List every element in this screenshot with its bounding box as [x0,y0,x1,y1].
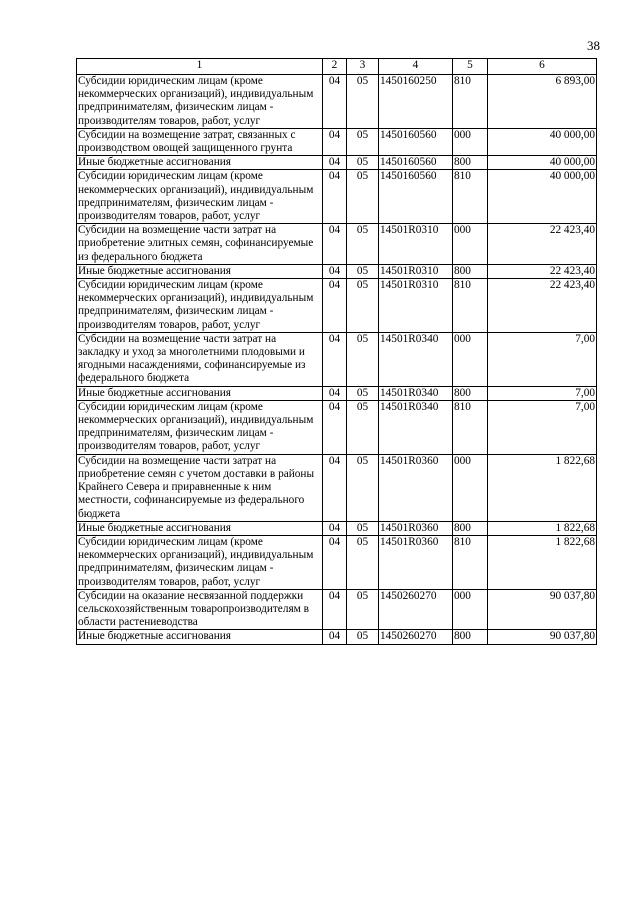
row-expense-type-cell: 810 [453,400,488,454]
table-row [77,75,597,129]
row-subsection-cell: 05 [347,630,379,644]
row-section-cell: 04 [323,75,347,129]
row-name-cell: Субсидии на возмещение затрат, связанных с производством овощей защищенного грунта [77,128,323,155]
row-expense-type-cell: 000 [453,589,488,630]
row-section-cell: 04 [323,224,347,265]
table-row [77,170,597,224]
row-name-cell: Субсидии юридическим лицам (кроме некоммерческих организаций), индивидуальным предпринимателям, физическим лицам - производителям товаров, работ, услуг [77,279,323,333]
row-amount-cell: 1 822,68 [488,521,597,535]
row-amount-cell: 22 423,40 [488,279,597,333]
row-subsection-cell: 05 [347,386,379,400]
row-section-cell: 04 [323,170,347,224]
header-col-5: 5 [453,59,488,75]
row-section-cell: 04 [323,535,347,589]
row-target-article-cell: 14501R0310 [379,279,453,333]
table-row [77,386,597,400]
row-name-cell: Субсидии юридическим лицам (кроме некоммерческих организаций), индивидуальным предпринимателям, физическим лицам - производителям товаров, работ, услуг [77,170,323,224]
row-subsection-cell: 05 [347,156,379,170]
row-target-article-cell: 14501R0340 [379,386,453,400]
header-col-2: 2 [323,59,347,75]
row-name-cell: Субсидии юридическим лицам (кроме некоммерческих организаций), индивидуальным предпринимателям, физическим лицам - производителям товаров, работ, услуг [77,75,323,129]
row-section-cell: 04 [323,156,347,170]
row-name-cell: Иные бюджетные ассигнования [77,630,323,644]
row-subsection-cell: 05 [347,279,379,333]
table-row [77,400,597,454]
row-target-article-cell: 1450160560 [379,156,453,170]
row-name-cell: Субсидии на оказание несвязанной поддержки сельскохозяйственным товаропроизводителям в области растениеводства [77,589,323,630]
row-expense-type-cell: 000 [453,224,488,265]
row-target-article-cell: 14501R0310 [379,264,453,278]
row-amount-cell: 40 000,00 [488,128,597,155]
page-number: 38 [587,38,600,53]
row-expense-type-cell: 000 [453,332,488,386]
table-row [77,128,597,155]
row-expense-type-cell: 810 [453,279,488,333]
row-name-cell: Субсидии юридическим лицам (кроме некоммерческих организаций), индивидуальным предпринимателям, физическим лицам - производителям товаров, работ, услуг [77,535,323,589]
row-amount-cell: 40 000,00 [488,156,597,170]
row-name-cell: Субсидии на возмещение части затрат на приобретение элитных семян, софинансируемые из федерального бюджета [77,224,323,265]
row-target-article-cell: 1450160560 [379,170,453,224]
row-section-cell: 04 [323,400,347,454]
row-name-cell: Иные бюджетные ассигнования [77,156,323,170]
table-row [77,454,597,521]
row-subsection-cell: 05 [347,521,379,535]
row-section-cell: 04 [323,589,347,630]
row-amount-cell: 22 423,40 [488,224,597,265]
row-name-cell: Иные бюджетные ассигнования [77,386,323,400]
row-amount-cell: 7,00 [488,386,597,400]
row-section-cell: 04 [323,521,347,535]
row-target-article-cell: 1450160250 [379,75,453,129]
row-target-article-cell: 1450160560 [379,128,453,155]
row-expense-type-cell: 000 [453,128,488,155]
row-target-article-cell: 14501R0310 [379,224,453,265]
row-section-cell: 04 [323,386,347,400]
row-target-article-cell: 14501R0360 [379,454,453,521]
row-expense-type-cell: 800 [453,156,488,170]
row-name-cell: Субсидии юридическим лицам (кроме некоммерческих организаций), индивидуальным предпринимателям, физическим лицам - производителям товаров, работ, услуг [77,400,323,454]
row-subsection-cell: 05 [347,170,379,224]
row-subsection-cell: 05 [347,264,379,278]
row-subsection-cell: 05 [347,128,379,155]
row-section-cell: 04 [323,279,347,333]
header-col-1: 1 [77,59,323,75]
row-expense-type-cell: 800 [453,521,488,535]
table-body [77,75,597,645]
table-row [77,156,597,170]
row-expense-type-cell: 810 [453,535,488,589]
row-section-cell: 04 [323,630,347,644]
row-expense-type-cell: 000 [453,454,488,521]
table-row [77,630,597,644]
row-target-article-cell: 14501R0360 [379,535,453,589]
header-col-4: 4 [379,59,453,75]
row-subsection-cell: 05 [347,535,379,589]
table-row [77,264,597,278]
row-amount-cell: 1 822,68 [488,535,597,589]
table-row [77,279,597,333]
table-row [77,535,597,589]
row-amount-cell: 40 000,00 [488,170,597,224]
row-name-cell: Иные бюджетные ассигнования [77,521,323,535]
row-subsection-cell: 05 [347,224,379,265]
row-amount-cell: 22 423,40 [488,264,597,278]
row-amount-cell: 1 822,68 [488,454,597,521]
row-name-cell: Иные бюджетные ассигнования [77,264,323,278]
row-subsection-cell: 05 [347,589,379,630]
table-row [77,332,597,386]
header-col-3: 3 [347,59,379,75]
row-target-article-cell: 14501R0360 [379,521,453,535]
row-amount-cell: 90 037,80 [488,589,597,630]
row-target-article-cell: 1450260270 [379,589,453,630]
header-row [77,59,597,75]
table-row [77,521,597,535]
table-row [77,589,597,630]
row-amount-cell: 6 893,00 [488,75,597,129]
row-expense-type-cell: 800 [453,630,488,644]
row-subsection-cell: 05 [347,454,379,521]
row-target-article-cell: 14501R0340 [379,332,453,386]
row-target-article-cell: 1450260270 [379,630,453,644]
row-subsection-cell: 05 [347,332,379,386]
header-col-6: 6 [488,59,597,75]
row-expense-type-cell: 800 [453,264,488,278]
row-expense-type-cell: 810 [453,75,488,129]
row-amount-cell: 7,00 [488,400,597,454]
table-row [77,224,597,265]
row-name-cell: Субсидии на возмещение части затрат на закладку и уход за многолетними плодовыми и ягодными насаждениями, софинансируемые из федерального бюджета [77,332,323,386]
budget-table [76,58,597,645]
row-name-cell: Субсидии на возмещение части затрат на приобретение семян с учетом доставки в районы Крайнего Севера и приравненные к ним местности, софинансируемые из федерального бюджета [77,454,323,521]
table-header [77,59,597,75]
row-expense-type-cell: 810 [453,170,488,224]
row-section-cell: 04 [323,128,347,155]
row-section-cell: 04 [323,454,347,521]
row-target-article-cell: 14501R0340 [379,400,453,454]
row-section-cell: 04 [323,332,347,386]
row-subsection-cell: 05 [347,75,379,129]
row-amount-cell: 7,00 [488,332,597,386]
row-expense-type-cell: 800 [453,386,488,400]
row-amount-cell: 90 037,80 [488,630,597,644]
row-section-cell: 04 [323,264,347,278]
row-subsection-cell: 05 [347,400,379,454]
